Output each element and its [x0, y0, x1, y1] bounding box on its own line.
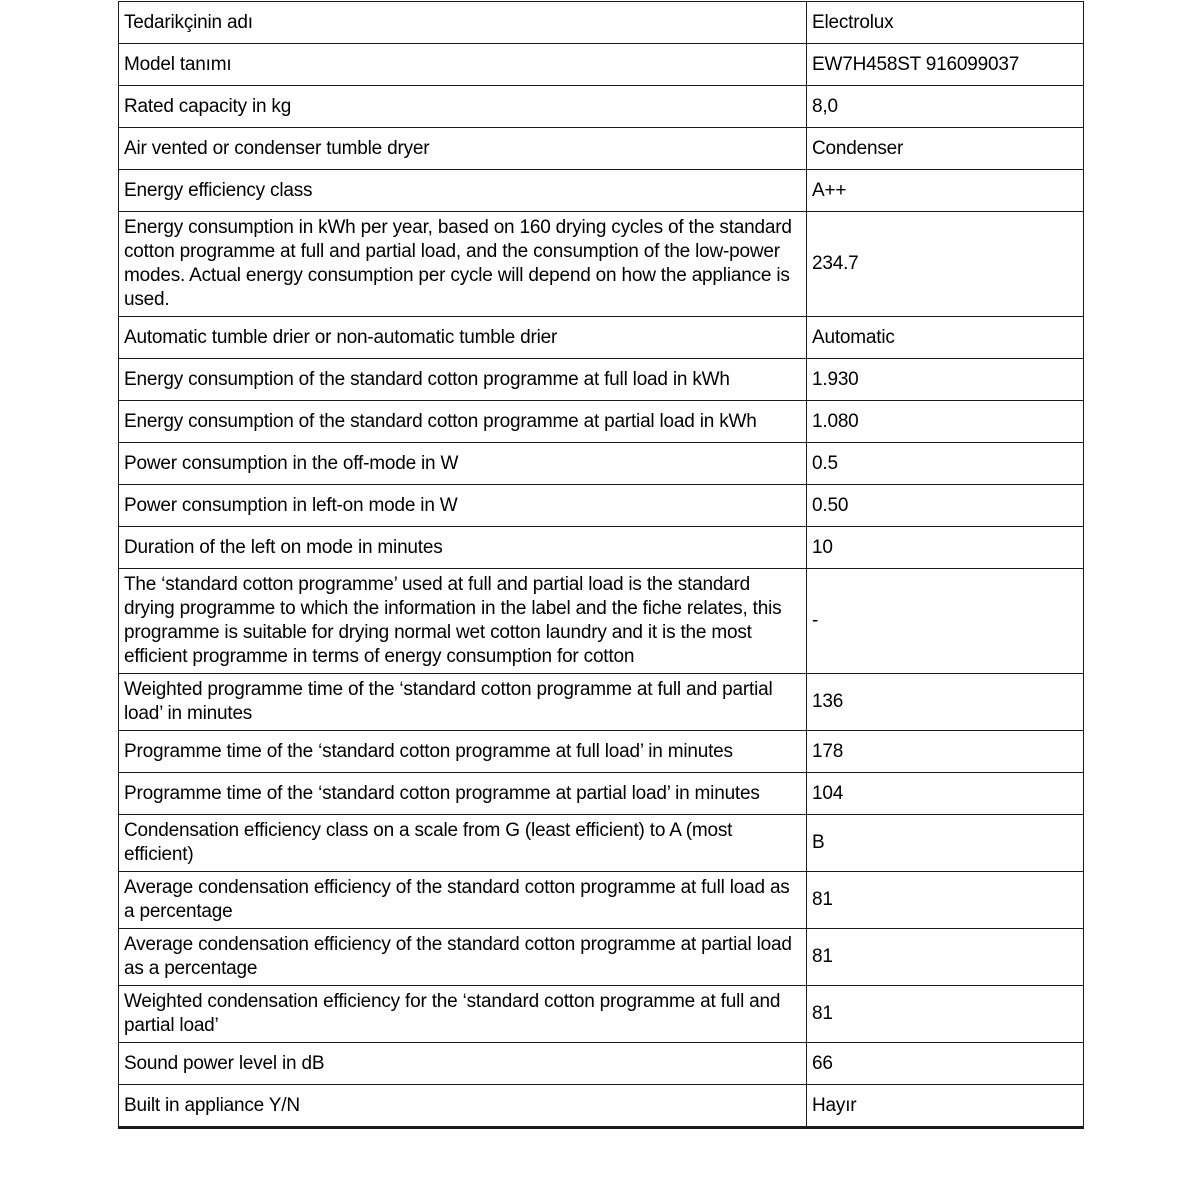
table-row: [119, 986, 1084, 1043]
table-row: [119, 128, 1084, 170]
spec-value-cell: 66: [807, 1043, 1084, 1085]
table-row: [119, 569, 1084, 674]
spec-label-cell: Weighted condensation efficiency for the ‘standard cotton programme at full and partial load’: [119, 986, 807, 1043]
table-row: [119, 443, 1084, 485]
table-row: [119, 815, 1084, 872]
spec-label-cell: Built in appliance Y/N: [119, 1085, 807, 1128]
spec-value-cell: 178: [807, 731, 1084, 773]
spec-label-cell: Power consumption in left-on mode in W: [119, 485, 807, 527]
spec-value-cell: 81: [807, 986, 1084, 1043]
spec-value-cell: B: [807, 815, 1084, 872]
spec-value-cell: Hayır: [807, 1085, 1084, 1128]
spec-label-cell: Air vented or condenser tumble dryer: [119, 128, 807, 170]
spec-label-cell: Duration of the left on mode in minutes: [119, 527, 807, 569]
table-row: [119, 1043, 1084, 1085]
spec-value-cell: EW7H458ST 916099037: [807, 44, 1084, 86]
spec-value-cell: 104: [807, 773, 1084, 815]
spec-label-cell: Rated capacity in kg: [119, 86, 807, 128]
spec-value-cell: 81: [807, 929, 1084, 986]
spec-label-cell: Programme time of the ‘standard cotton programme at full load’ in minutes: [119, 731, 807, 773]
spec-label-cell: Condensation efficiency class on a scale from G (least efficient) to A (most efficient): [119, 815, 807, 872]
table-row: [119, 773, 1084, 815]
table-row: [119, 170, 1084, 212]
spec-value-cell: Condenser: [807, 128, 1084, 170]
table-row: [119, 86, 1084, 128]
spec-value-cell: 0.50: [807, 485, 1084, 527]
spec-label-cell: Power consumption in the off-mode in W: [119, 443, 807, 485]
spec-value-cell: 234.7: [807, 212, 1084, 317]
table-row: [119, 44, 1084, 86]
spec-table-body: [119, 2, 1084, 1128]
spec-value-cell: 136: [807, 674, 1084, 731]
spec-label-cell: Average condensation efficiency of the standard cotton programme at partial load as a percentage: [119, 929, 807, 986]
table-row: [119, 212, 1084, 317]
table-row: [119, 731, 1084, 773]
spec-value-cell: 10: [807, 527, 1084, 569]
spec-value-cell: 8,0: [807, 86, 1084, 128]
table-row: [119, 359, 1084, 401]
spec-value-cell: -: [807, 569, 1084, 674]
spec-label-cell: Tedarikçinin adı: [119, 2, 807, 44]
spec-value-cell: 1.080: [807, 401, 1084, 443]
table-row: [119, 1085, 1084, 1128]
table-row: [119, 527, 1084, 569]
table-row: [119, 317, 1084, 359]
spec-value-cell: A++: [807, 170, 1084, 212]
table-row: [119, 929, 1084, 986]
spec-value-cell: 1.930: [807, 359, 1084, 401]
table-row: [119, 401, 1084, 443]
spec-label-cell: The ‘standard cotton programme’ used at full and partial load is the standard drying programme to which the information in the label and the fiche relates, this programme is suitable for drying normal wet cotton laundry and it is the most efficient programme in terms of energy consumption for cotton: [119, 569, 807, 674]
spec-label-cell: Energy efficiency class: [119, 170, 807, 212]
spec-label-cell: Programme time of the ‘standard cotton programme at partial load’ in minutes: [119, 773, 807, 815]
spec-value-cell: Automatic: [807, 317, 1084, 359]
table-row: [119, 2, 1084, 44]
spec-label-cell: Model tanımı: [119, 44, 807, 86]
table-row: [119, 674, 1084, 731]
spec-value-cell: Electrolux: [807, 2, 1084, 44]
product-spec-table: [118, 1, 1084, 1129]
spec-value-cell: 0.5: [807, 443, 1084, 485]
table-row: [119, 485, 1084, 527]
spec-label-cell: Average condensation efficiency of the standard cotton programme at full load as a percentage: [119, 872, 807, 929]
spec-label-cell: Automatic tumble drier or non-automatic tumble drier: [119, 317, 807, 359]
spec-value-cell: 81: [807, 872, 1084, 929]
spec-label-cell: Energy consumption in kWh per year, based on 160 drying cycles of the standard cotton programme at full and partial load, and the consumption of the low-power modes. Actual energy consumption per cycle will depend on how the appliance is used.: [119, 212, 807, 317]
spec-label-cell: Energy consumption of the standard cotton programme at full load in kWh: [119, 359, 807, 401]
spec-label-cell: Energy consumption of the standard cotton programme at partial load in kWh: [119, 401, 807, 443]
spec-label-cell: Weighted programme time of the ‘standard cotton programme at full and partial load’ in minutes: [119, 674, 807, 731]
table-row: [119, 872, 1084, 929]
spec-label-cell: Sound power level in dB: [119, 1043, 807, 1085]
